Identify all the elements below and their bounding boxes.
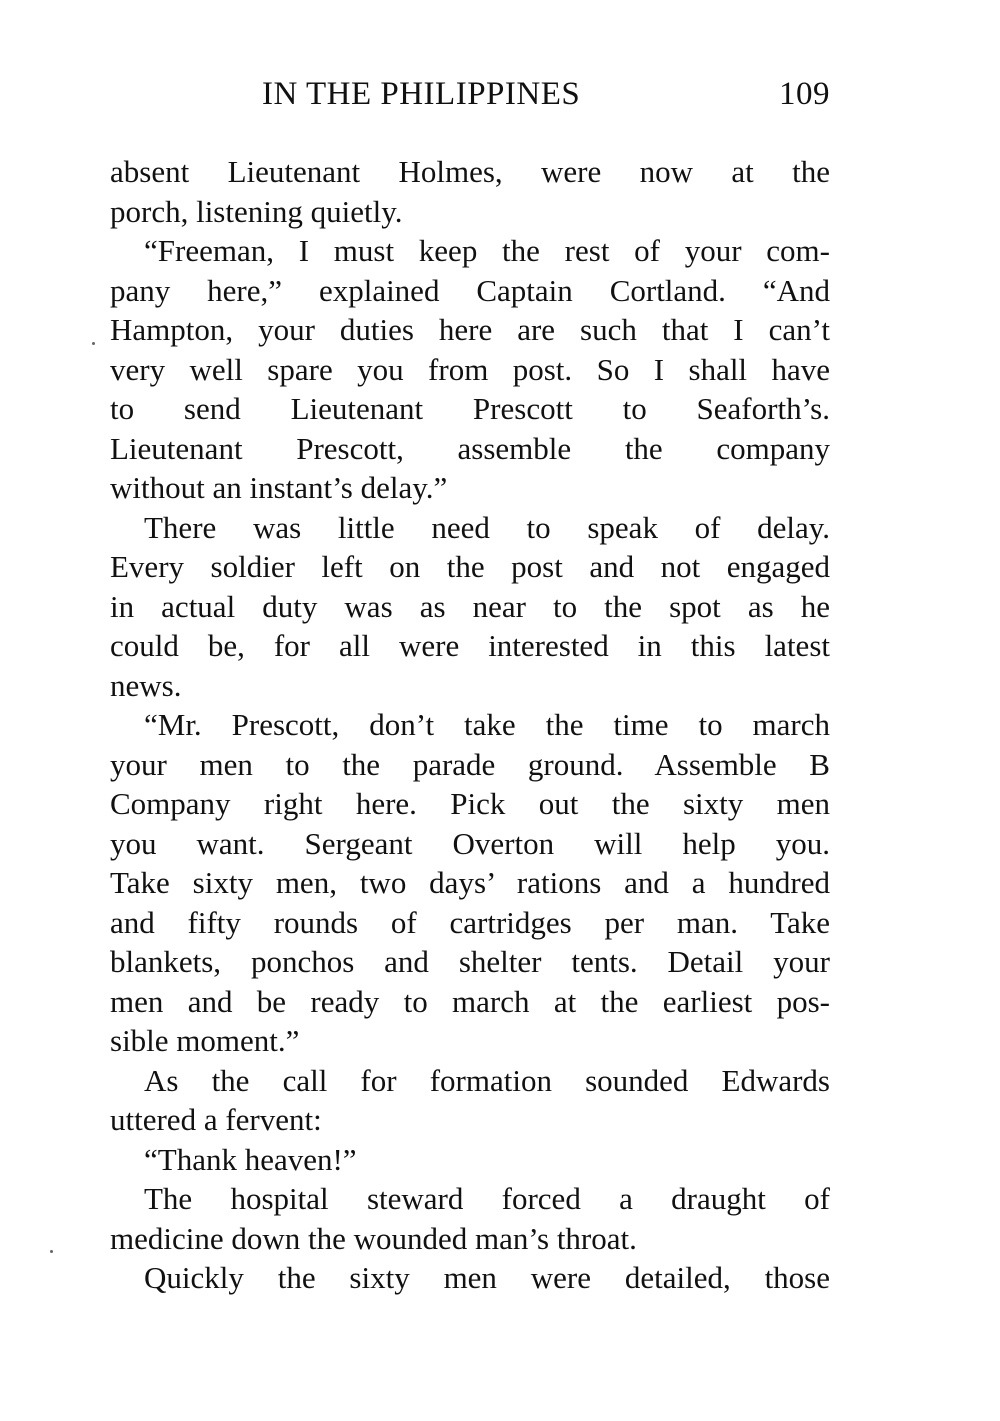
- text-line: Company right here. Pick out the sixty men: [110, 786, 830, 821]
- text-line: to send Lieutenant Prescott to Seaforth’s.: [110, 391, 830, 426]
- text-line: could be, for all were interested in this latest: [110, 628, 830, 663]
- body-text: [110, 152, 830, 1298]
- running-head: [110, 70, 830, 118]
- text-line: in actual duty was as near to the spot as he: [110, 588, 830, 624]
- text-line: “Thank heaven!”: [144, 1141, 357, 1177]
- text-line: The hospital steward forced a draught of: [144, 1181, 830, 1216]
- text-line: very well spare you from post. So I shall have: [110, 351, 830, 387]
- text-line: porch, listening quietly.: [110, 193, 403, 229]
- text-line: Hampton, your duties here are such that I can’t: [110, 312, 830, 347]
- text-line: without an instant’s delay.”: [110, 470, 448, 505]
- text-line: your men to the parade ground. Assemble B: [110, 746, 830, 782]
- text-line: news.: [110, 667, 182, 703]
- text-line: Lieutenant Prescott, assemble the company: [110, 430, 830, 466]
- text-line: There was little need to speak of delay.: [144, 509, 830, 545]
- text-line: As the call for formation sounded Edwards: [144, 1062, 830, 1098]
- margin-speck: [50, 1250, 53, 1253]
- text-line: absent Lieutenant Holmes, were now at the: [110, 154, 830, 189]
- running-title: IN THE PHILIPPINES: [262, 76, 581, 112]
- text-line: blankets, ponchos and shelter tents. Detail your: [110, 944, 830, 979]
- text-line: you want. Sergeant Overton will help you.: [110, 825, 830, 861]
- text-line: uttered a fervent:: [110, 1102, 322, 1137]
- text-line: and fifty rounds of cartridges per man. Take: [110, 904, 830, 940]
- text-line: Every soldier left on the post and not engaged: [110, 549, 830, 584]
- text-line: Quickly the sixty men were detailed, those: [144, 1260, 830, 1295]
- text-line: “Freeman, I must keep the rest of your com-: [144, 233, 830, 268]
- page-number: 109: [779, 76, 830, 112]
- text-line: men and be ready to march at the earliest pos-: [110, 983, 830, 1019]
- margin-speck: [92, 342, 95, 345]
- text-line: Take sixty men, two days’ rations and a hundred: [110, 865, 830, 900]
- text-line: sible moment.”: [110, 1023, 300, 1058]
- text-line: medicine down the wounded man’s throat.: [110, 1220, 637, 1256]
- text-line: “Mr. Prescott, don’t take the time to march: [144, 707, 830, 742]
- text-line: pany here,” explained Captain Cortland. “And: [110, 272, 830, 308]
